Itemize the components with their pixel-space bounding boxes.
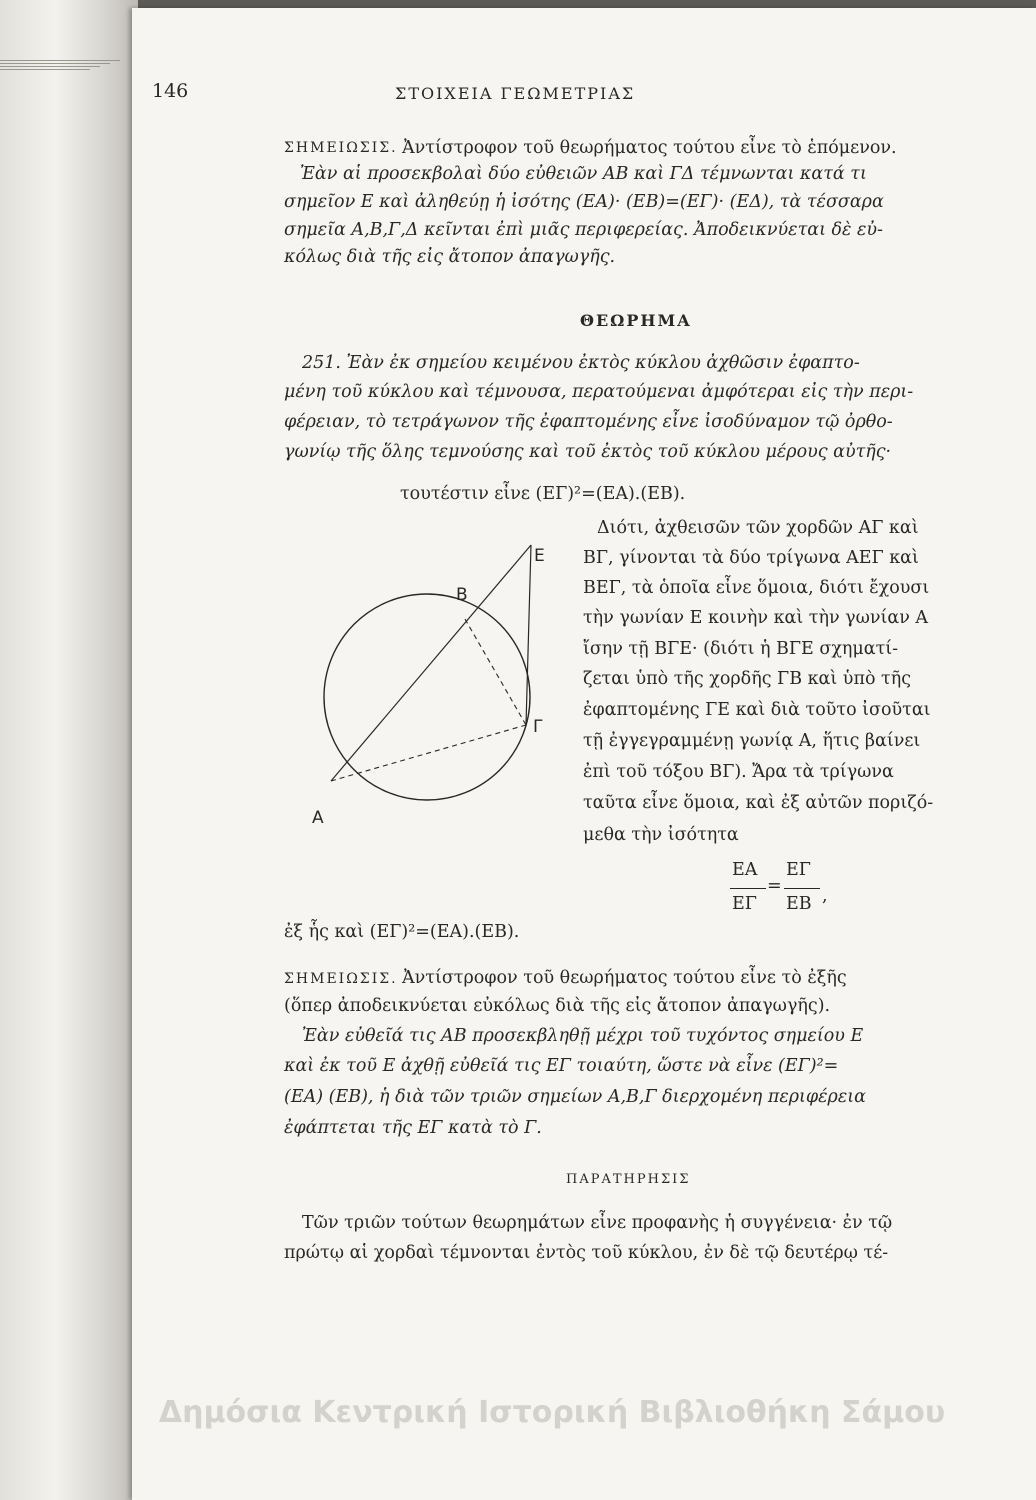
observation-line: πρώτῳ αἱ χορδαὶ τέμνονται ἐντὸς τοῦ κύκλου, ἐν δὲ τῷ δευτέρῳ τέ- [284,1243,889,1263]
secant-line [331,545,531,781]
chord-b-g [465,619,526,725]
theorem-heading: ΘΕΩΡΗΜΑ [580,311,692,330]
remark-line: (ὅπερ ἀποδεικνύεται εὐκόλως διὰ τῆς εἰς ἄτοπον ἀπαγωγῆς). [284,996,831,1016]
proof-line: τῇ ἐγγεγραμμένῃ γωνίᾳ Α, ἥτις βαίνει [583,731,921,751]
remark-line: σημεῖον Ε καὶ ἀληθεύῃ ἡ ἰσότης (ΕΑ)· (ΕΒ)=(ΕΓ)· (ΕΔ), τὰ τέσσαρα [284,192,884,212]
proof-line: ΒΕΓ, τὰ ὁποῖα εἶνε ὅμοια, διότι ἔχουσι [583,578,930,598]
remark-line: Ἀντίστροφον τοῦ θεωρήματος τούτου εἶνε τὸ ἐξῆς [402,968,847,988]
theorem-line: φέρειαν, τὸ τετράγωνον τῆς ἐφαπτομένης εἶνε ἰσοδύναμον τῷ ὀρθο- [284,412,893,432]
observation-heading: ΠΑΡΑΤΗΡΗΣΙΣ [566,1172,691,1187]
proof-conclusion: ἐξ ἧς καὶ (ΕΓ)²=(ΕΑ).(ΕΒ). [284,922,520,942]
fraction-comma: , [822,886,828,906]
remark-line: σημεῖα Α,Β,Γ,Δ κεῖνται ἐπὶ μιᾶς περιφερείας. Ἀποδεικνύεται δὲ εὐ- [284,220,883,240]
proof-line: ΒΓ, γίνονται τὰ δύο τρίγωνα ΑΕΓ καὶ [583,548,919,568]
running-head: ΣΤΟΙΧΕΙΑ ΓΕΩΜΕΤΡΙΑΣ [395,84,636,103]
proof-line: ἐπὶ τοῦ τόξου ΒΓ). Ἄρα τὰ τρίγωνα [583,762,894,782]
remark-line: καὶ ἐκ τοῦ Ε ἀχθῇ εὐθεῖά τις ΕΓ τοιαύτη, ὥστε νὰ εἶνε (ΕΓ)²= [284,1056,839,1076]
fraction-numerator-right: ΕΓ [786,860,811,880]
geometry-figure [300,535,560,835]
proof-line: ἴσην τῇ ΒΓΕ· (διότι ἡ ΒΓΕ σχηματί- [583,639,899,659]
label-g: Γ [533,717,543,737]
remark-line: Ἀντίστροφον τοῦ θεωρήματος τούτου εἶνε τὸ ἑπόμενον. [402,138,897,158]
fraction-numerator-left: ΕΑ [732,860,758,880]
remark-line: κόλως διὰ τῆς εἰς ἄτοπον ἀπαγωγῆς. [284,247,616,267]
proof-line: τὴν γωνίαν Ε κοινὴν καὶ τὴν γωνίαν Α [583,608,929,628]
remark-heading: ΣΗΜΕΙΩΣΙΣ. [284,971,398,987]
theorem-formula: τουτέστιν εἶνε (ΕΓ)²=(ΕΑ).(ΕΒ). [400,484,686,504]
remark-line: (ΕΑ) (ΕΒ), ἡ διὰ τῶν τριῶν σημείων Α,Β,Γ διερχομένη περιφέρεια [284,1087,866,1107]
proof-line: ἐφαπτομένης ΓΕ καὶ διὰ τοῦτο ἰσοῦται [583,700,931,720]
remark-heading: ΣΗΜΕΙΩΣΙΣ. [284,140,398,156]
proof-line: Διότι, ἀχθεισῶν τῶν χορδῶν ΑΓ καὶ [597,518,919,538]
theorem-line: μένη τοῦ κύκλου καὶ τέμνουσα, περατούμεναι ἀμφότεραι εἰς τὴν περι- [284,382,914,402]
remark-line: ἐφάπτεται τῆς ΕΓ κατὰ τὸ Γ. [284,1118,542,1138]
library-watermark: Δημόσια Κεντρική Ιστορική Βιβλιοθήκη Σάμου [158,1395,946,1430]
proof-line: μεθα τὴν ἰσότητα [583,825,739,845]
label-a: Α [312,808,324,828]
label-e: Ε [534,546,545,566]
theorem-line: 251. Ἐὰν ἐκ σημείου κειμένου ἐκτὸς κύκλου ἀχθῶσιν ἐφαπτο- [302,353,860,373]
book-edge [0,0,138,1500]
fraction-denominator-left: ΕΓ [732,894,757,914]
remark-line: Ἐὰν αἱ προσεκβολαὶ δύο εὐθειῶν ΑΒ καὶ ΓΔ τέμνωνται κατά τι [300,164,867,184]
fraction-bar-right [784,888,820,889]
label-b: Β [456,585,468,605]
circle [324,594,530,800]
proof-line: ταῦτα εἶνε ὅμοια, καὶ ἐξ αὐτῶν ποριζό- [583,793,934,813]
observation-line: Τῶν τριῶν τούτων θεωρημάτων εἶνε προφανὴς ἡ συγγένεια· ἐν τῷ [302,1213,893,1233]
proof-line: ζεται ὑπὸ τῆς χορδῆς ΓΒ καὶ ὑπὸ τῆς [583,669,912,689]
theorem-line: γωνίῳ τῆς ὅλης τεμνούσης καὶ τοῦ ἐκτὸς τοῦ κύκλου μέρους αὐτῆς· [284,442,892,462]
fraction-denominator-right: ΕΒ [786,894,812,914]
fraction-bar-left [730,888,766,889]
remark-line: Ἐὰν εὐθεῖά τις ΑΒ προσεκβληθῇ μέχρι τοῦ τυχόντος σημείου Ε [302,1026,864,1046]
page-number: 146 [152,80,189,102]
fraction-equals: = [767,876,782,896]
